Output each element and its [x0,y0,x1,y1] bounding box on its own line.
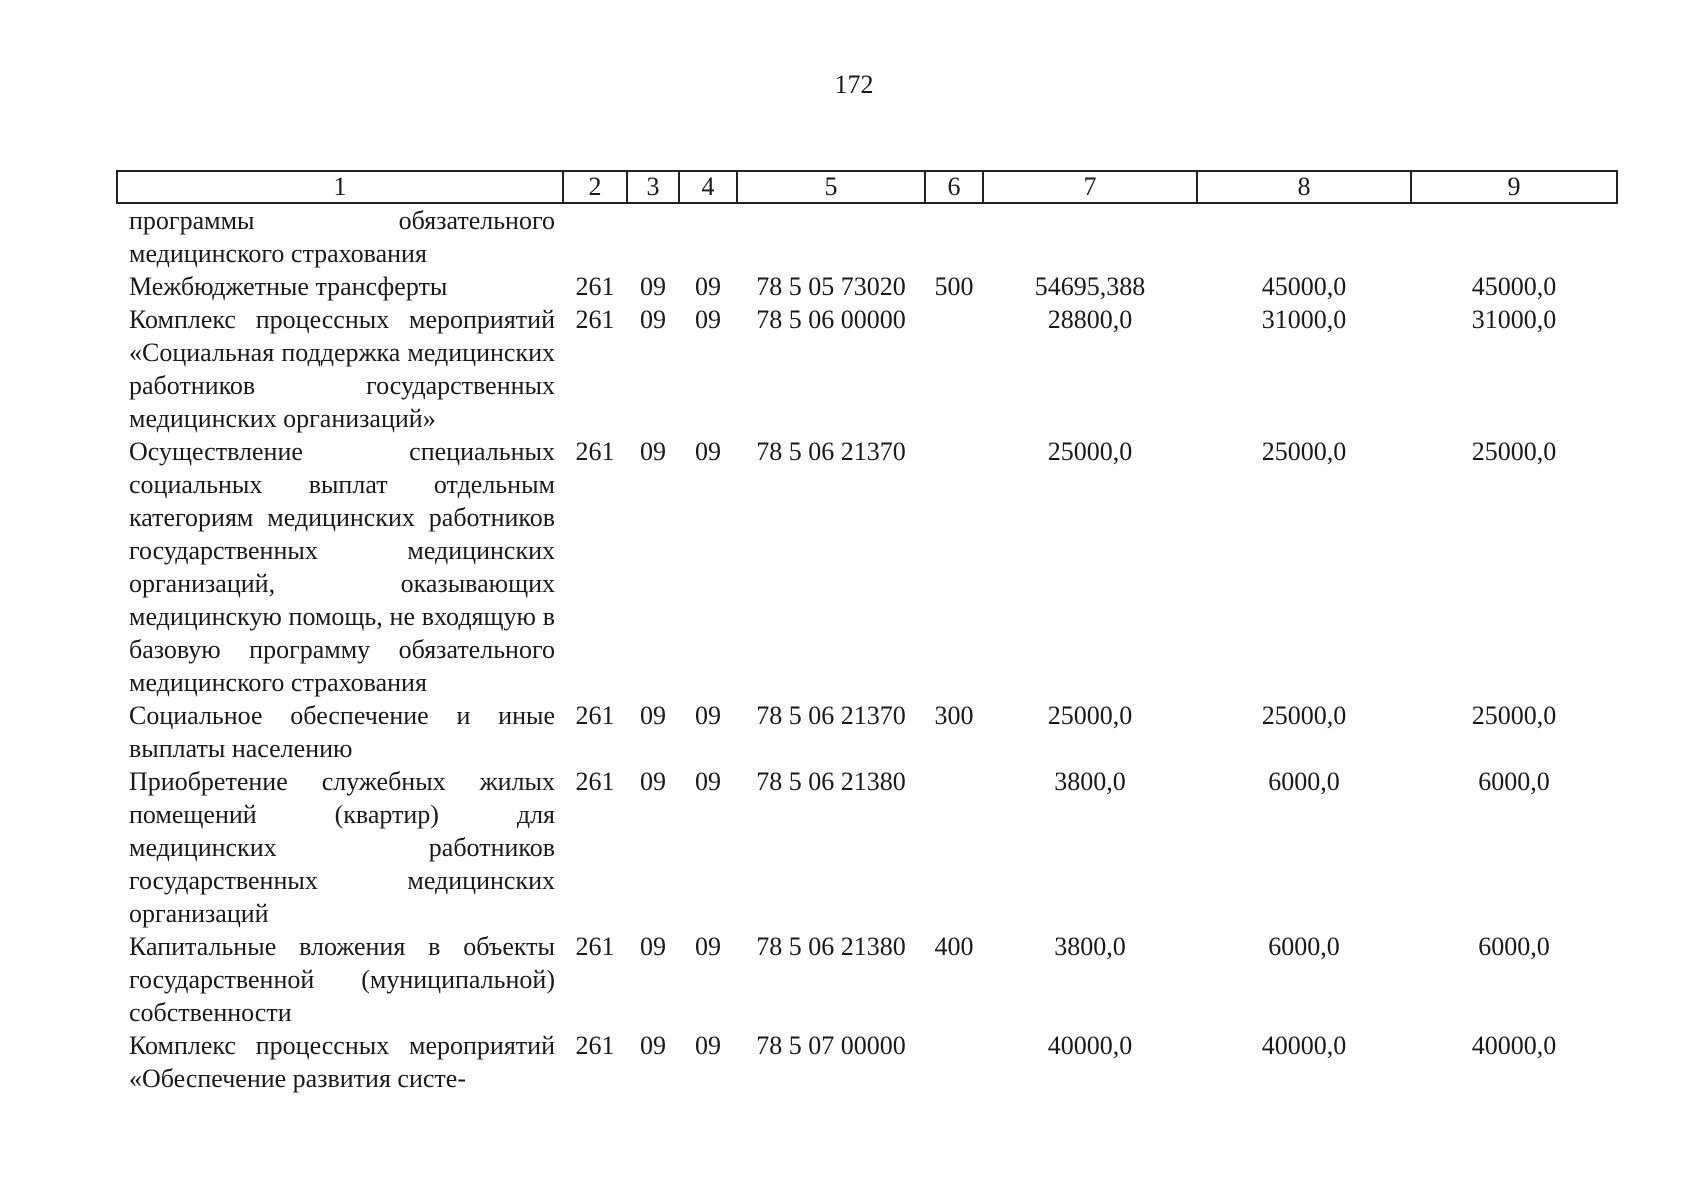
row-col-7: 54695,388 [1034,272,1146,301]
header-col-3: 3 [627,171,679,203]
row-col-9: 6000,0 [1478,932,1550,961]
row-col-2: 261 [575,701,615,730]
header-col-8: 8 [1197,171,1411,203]
row-col-9: 31000,0 [1471,305,1557,334]
row-col-9 [1411,203,1617,270]
header-col-4: 4 [679,171,737,203]
budget-table [116,170,1618,1095]
row-col-4: 09 [695,767,721,796]
row-col-7 [983,203,1197,270]
row-name: Приобретение служебных жилых помещений (квартир) для медицинских работников государственных медицинских организаций [129,767,555,928]
row-name: Межбюджетные трансферты [129,272,448,301]
table-body [117,203,1617,1095]
page-number: 172 [834,70,874,99]
row-col-8 [1197,203,1411,270]
table-row [117,270,1617,303]
row-col-5: 78 5 07 00000 [756,1031,906,1060]
row-col-3: 09 [640,1031,666,1060]
row-col-9: 25000,0 [1471,701,1557,730]
header-col-6: 6 [925,171,983,203]
row-name: Социальное обеспечение и иные выплаты населению [129,701,555,763]
header-col-5: 5 [737,171,925,203]
row-name: программы обязательного медицинского страхования [129,206,555,268]
row-col-3: 09 [640,305,666,334]
row-col-2: 261 [575,1031,615,1060]
header-row [117,171,1617,203]
row-col-9: 45000,0 [1471,272,1557,301]
row-col-8: 25000,0 [1261,437,1347,466]
header-col-1: 1 [117,171,563,203]
row-name: Комплекс процессных мероприятий «Обеспечение развития систе- [129,1031,555,1093]
table-row [117,303,1617,435]
row-col-8: 40000,0 [1261,1031,1347,1060]
row-col-5: 78 5 06 21370 [756,437,906,466]
row-col-7: 28800,0 [1047,305,1133,334]
row-col-2: 261 [575,932,615,961]
row-col-6 [925,1029,983,1095]
row-col-3: 09 [640,932,666,961]
row-col-4 [679,203,737,270]
row-col-3 [627,203,679,270]
row-col-4: 09 [695,701,721,730]
row-col-6: 400 [934,932,974,961]
row-col-3: 09 [640,701,666,730]
header-col-7: 7 [983,171,1197,203]
row-col-5: 78 5 06 21380 [756,767,906,796]
table-row [117,765,1617,930]
row-col-7: 3800,0 [1054,767,1126,796]
row-col-4: 09 [695,437,721,466]
row-name: Комплекс процессных мероприятий «Социальная поддержка медицинских работников государственных медицинских организаций» [129,305,555,433]
row-col-6 [925,203,983,270]
header-col-2: 2 [563,171,627,203]
row-col-7: 3800,0 [1054,932,1126,961]
row-col-4: 09 [695,932,721,961]
row-col-4: 09 [695,272,721,301]
row-name: Капитальные вложения в объекты государственной (муниципальной) собственности [129,932,555,1027]
row-col-5: 78 5 05 73020 [756,272,906,301]
row-col-2: 261 [575,272,615,301]
row-col-4: 09 [695,1031,721,1060]
header-col-9: 9 [1411,171,1617,203]
row-col-5: 78 5 06 21380 [756,932,906,961]
table-row [117,203,1617,270]
row-col-3: 09 [640,767,666,796]
row-col-2: 261 [575,305,615,334]
row-col-7: 25000,0 [1047,701,1133,730]
row-name: Осуществление специальных социальных выплат отдельным категориям медицинских работников государственных медицинских организаций, оказывающих медицинскую помощь, не входящую в базовую программу обязательного медицинского страхования [129,437,555,697]
row-col-5: 78 5 06 21370 [756,701,906,730]
row-col-9: 40000,0 [1471,1031,1557,1060]
row-col-9: 25000,0 [1471,437,1557,466]
table-row [117,1029,1617,1095]
row-col-8: 45000,0 [1261,272,1347,301]
table-row [117,699,1617,765]
row-col-6 [925,435,983,699]
table-header [117,171,1617,203]
row-col-8: 31000,0 [1261,305,1347,334]
table-row [117,435,1617,699]
row-col-6 [925,303,983,435]
row-col-3: 09 [640,272,666,301]
row-col-6 [925,765,983,930]
row-col-6: 300 [934,701,974,730]
table-row [117,930,1617,1029]
row-col-2: 261 [575,437,615,466]
row-col-9: 6000,0 [1478,767,1550,796]
row-col-8: 6000,0 [1268,767,1340,796]
row-col-7: 40000,0 [1047,1031,1133,1060]
row-col-2 [563,203,627,270]
row-col-2: 261 [575,767,615,796]
row-col-7: 25000,0 [1047,437,1133,466]
row-col-8: 25000,0 [1261,701,1347,730]
row-col-6: 500 [934,272,974,301]
row-col-3: 09 [640,437,666,466]
row-col-8: 6000,0 [1268,932,1340,961]
row-col-4: 09 [695,305,721,334]
row-col-5: 78 5 06 00000 [756,305,906,334]
row-col-5 [737,203,925,270]
